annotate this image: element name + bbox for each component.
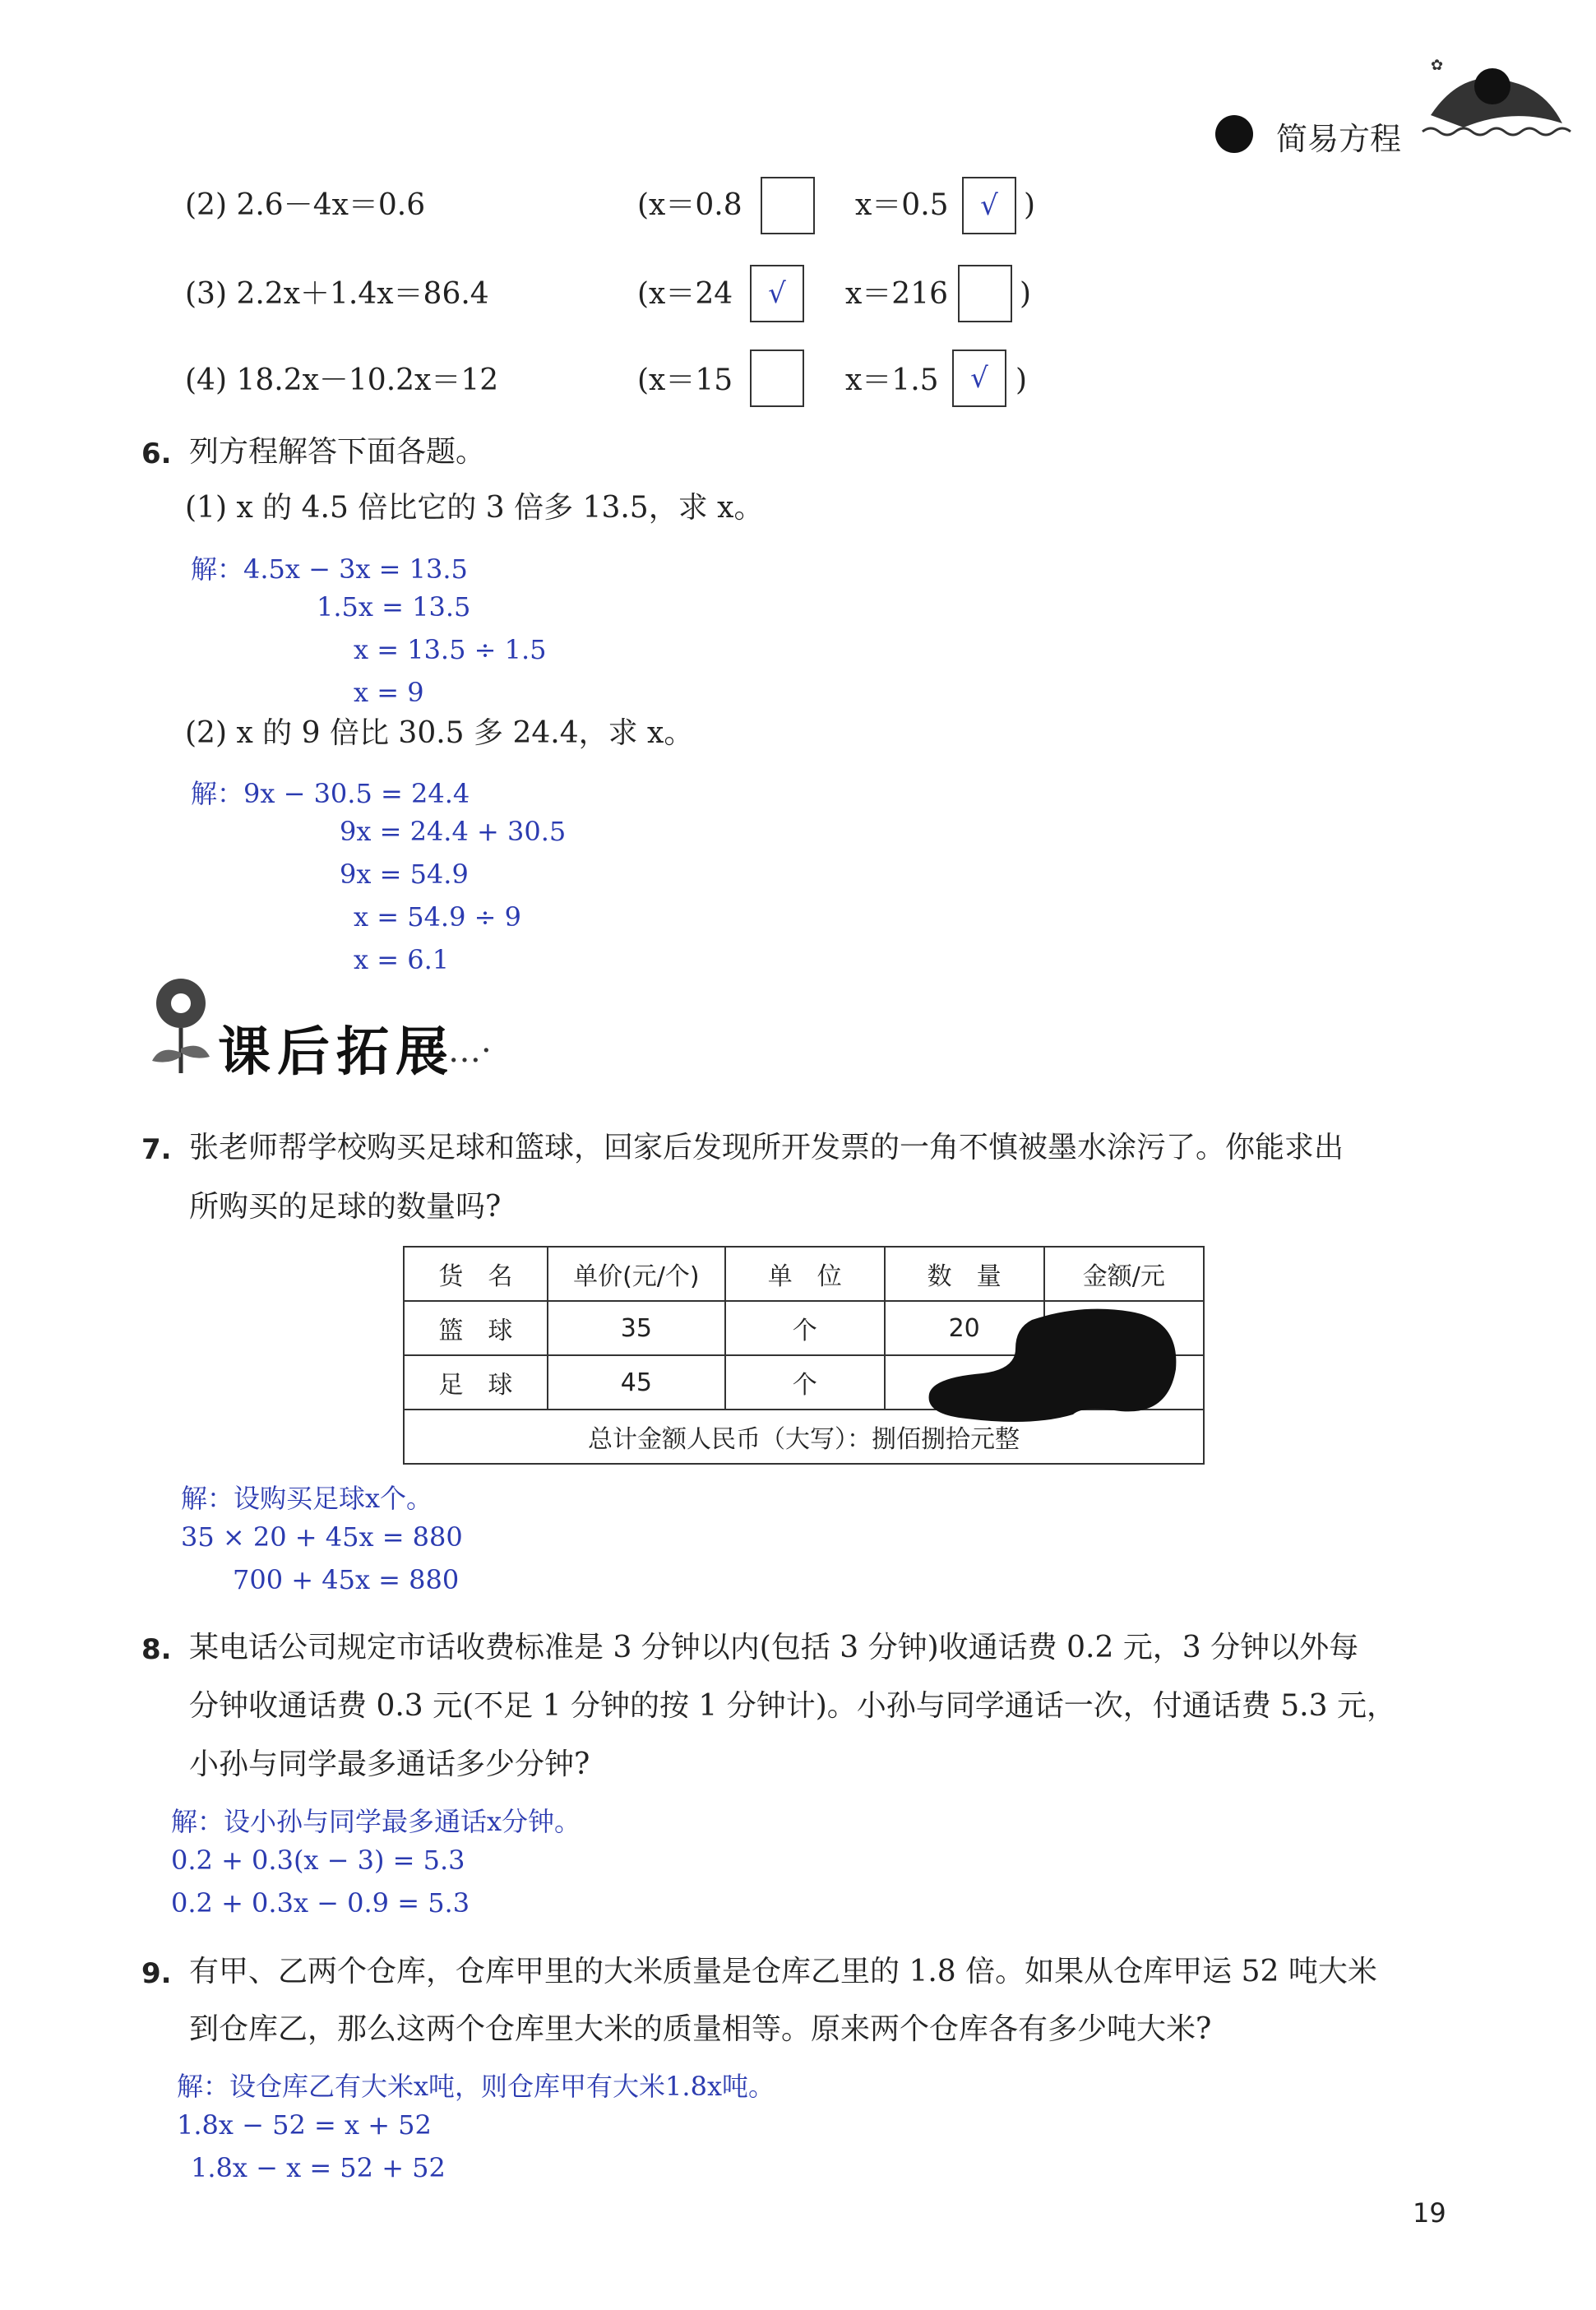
equation-text: (2) 2.6－4x＝0.6	[185, 188, 426, 222]
table-header: 数 量	[885, 1247, 1044, 1301]
solution-line: x = 6.1	[354, 944, 450, 975]
solution-line: x = 9	[354, 677, 424, 708]
table-footer: 总计金额人民币（大写）：捌佰捌拾元整	[404, 1410, 1204, 1464]
close-paren: )	[1015, 363, 1028, 397]
equation-text: (3) 2.2x＋1.4x＝86.4	[185, 277, 489, 311]
svg-text:✿: ✿	[1431, 57, 1444, 74]
close-paren: )	[1024, 188, 1036, 222]
question-line: 分钟收通话费 0.3 元(不足 1 分钟的按 1 分钟计)。小孙与同学通话一次，付通话费 5.3 元，	[189, 1689, 1396, 1723]
option-1-text: (x＝24	[637, 277, 733, 311]
solution-line: 解：9x − 30.5 = 24.4	[191, 778, 470, 809]
question-line: 张老师帮学校购买足球和篮球，回家后发现所开发票的一角不慎被墨水涂污了。你能求出	[189, 1131, 1344, 1164]
solution-line: 9x = 54.9	[340, 859, 469, 890]
checkbox-option-1[interactable]	[750, 350, 804, 407]
table-cell: 20	[885, 1301, 1044, 1355]
section-title: 简易方程	[1276, 121, 1402, 157]
option-1-text: (x＝15	[637, 363, 733, 397]
table-cell: 35	[548, 1301, 725, 1355]
table-header: 金额/元	[1044, 1247, 1204, 1301]
solution-line: x = 54.9 ÷ 9	[354, 901, 521, 933]
solution-line: 1.8x − 52 = x + 52	[177, 2109, 432, 2141]
question-line: 小孙与同学最多通话多少分钟?	[189, 1748, 590, 1781]
table-cell: 篮 球	[404, 1301, 548, 1355]
solution-line: 1.5x = 13.5	[317, 591, 471, 623]
table-cell: 45	[548, 1355, 725, 1410]
option-2-text: x＝0.5	[855, 188, 949, 222]
question-line: 到仓库乙，那么这两个仓库里大米的质量相等。原来两个仓库各有多少吨大米?	[189, 2012, 1212, 2046]
table-cell: 足 球	[404, 1355, 548, 1410]
solution-line: 1.8x − x = 52 + 52	[191, 2152, 446, 2183]
checkbox-option-2[interactable]	[958, 265, 1012, 322]
option-1-text: (x＝0.8	[637, 188, 742, 222]
solution-line: 700 + 45x = 880	[233, 1564, 460, 1595]
sub-question-1: (1) x 的 4.5 倍比它的 3 倍多 13.5，求 x。	[185, 491, 764, 525]
question-number: 7.	[141, 1133, 172, 1166]
table-header: 单价(元/个)	[548, 1247, 725, 1301]
close-paren: )	[1020, 277, 1032, 311]
page-number: 19	[1413, 2197, 1446, 2229]
question-number: 6.	[141, 437, 172, 470]
solution-line: 解：4.5x − 3x = 13.5	[191, 553, 468, 585]
bird-decoration-icon	[1414, 49, 1579, 148]
question-prompt: 列方程解答下面各题。	[189, 435, 486, 469]
table-header: 单 位	[725, 1247, 885, 1301]
checkbox-option-1[interactable]: √	[750, 265, 804, 322]
option-2-text: x＝1.5	[845, 363, 939, 397]
solution-line: 解：设小孙与同学最多通话x分钟。	[171, 1806, 581, 1837]
table-cell: 个	[725, 1301, 885, 1355]
question-line: 所购买的足球的数量吗?	[189, 1190, 502, 1224]
table-header: 货 名	[404, 1247, 548, 1301]
ink-stain	[917, 1303, 1188, 1427]
flower-decoration-icon	[144, 970, 218, 1077]
section-bullet-icon	[1215, 115, 1253, 153]
sub-question-2: (2) x 的 9 倍比 30.5 多 24.4，求 x。	[185, 716, 694, 750]
invoice-table	[403, 1246, 1205, 1465]
solution-line: 0.2 + 0.3(x − 3) = 5.3	[171, 1845, 465, 1876]
checkbox-option-1[interactable]	[761, 177, 815, 234]
question-line: 某电话公司规定市话收费标准是 3 分钟以内(包括 3 分钟)收通话费 0.2 元，3 分钟以外每	[189, 1631, 1359, 1664]
equation-text: (4) 18.2x－10.2x＝12	[185, 363, 499, 397]
question-number: 9.	[141, 1957, 172, 1990]
question-line: 有甲、乙两个仓库，仓库甲里的大米质量是仓库乙里的 1.8 倍。如果从仓库甲运 52 吨大米	[189, 1955, 1377, 1988]
banner-title: 课后拓展	[218, 1022, 455, 1083]
solution-line: 9x = 24.4 + 30.5	[340, 816, 567, 847]
checkbox-option-2[interactable]: √	[952, 350, 1006, 407]
question-number: 8.	[141, 1633, 172, 1666]
checkbox-option-2[interactable]: √	[962, 177, 1016, 234]
solution-line: 35 × 20 + 45x = 880	[181, 1521, 463, 1553]
solution-line: 解：设购买足球x个。	[181, 1483, 433, 1514]
banner-dots: …·	[448, 1032, 492, 1070]
solution-line: x = 13.5 ÷ 1.5	[354, 634, 547, 665]
solution-line: 解：设仓库乙有大米x吨，则仓库甲有大米1.8x吨。	[177, 2071, 775, 2102]
solution-line: 0.2 + 0.3x − 0.9 = 5.3	[171, 1887, 470, 1919]
option-2-text: x＝216	[845, 277, 949, 311]
table-cell: 个	[725, 1355, 885, 1410]
